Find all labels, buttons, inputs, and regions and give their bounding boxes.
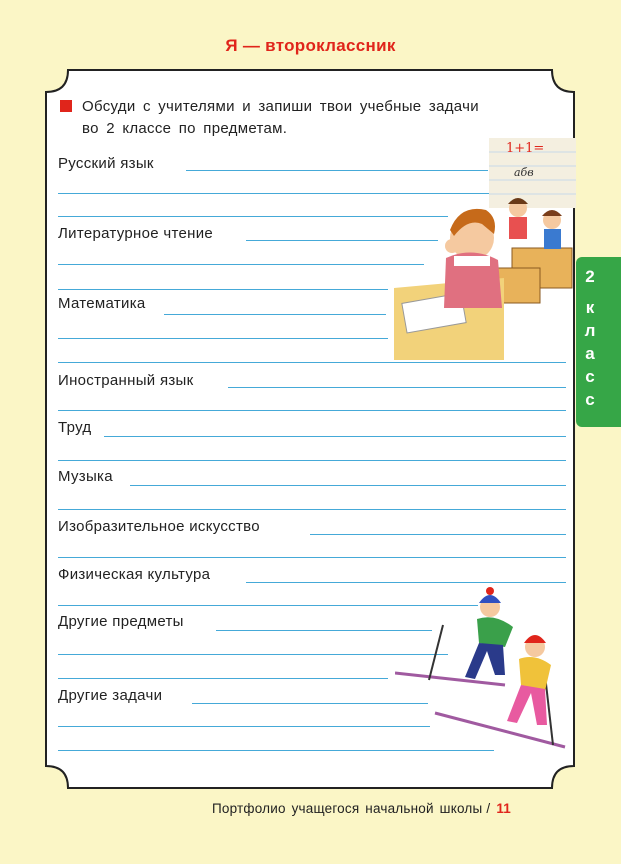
- footer-separator: /: [486, 801, 491, 816]
- subject-literary-reading: Литературное чтение: [58, 225, 214, 242]
- write-line[interactable]: [104, 436, 566, 437]
- write-line[interactable]: [58, 362, 566, 363]
- subject-fine-arts: Изобразительное искусство: [58, 518, 260, 535]
- blackboard-math: 1+1=: [506, 141, 545, 156]
- grade-tab: [576, 257, 621, 427]
- write-line[interactable]: [310, 534, 566, 535]
- subject-other-tasks: Другие задачи: [58, 687, 163, 704]
- subject-music: Музыка: [58, 468, 113, 485]
- write-line[interactable]: [192, 703, 428, 704]
- subject-mathematics: Математика: [58, 295, 146, 312]
- grade-tab-char: с: [585, 367, 595, 386]
- write-line[interactable]: [164, 314, 386, 315]
- write-line[interactable]: [58, 509, 566, 510]
- write-line[interactable]: [58, 264, 424, 265]
- skiers-illustration: [395, 585, 575, 755]
- write-line[interactable]: [58, 678, 388, 679]
- write-line[interactable]: [58, 410, 566, 411]
- write-line[interactable]: [58, 726, 430, 727]
- red-square-bullet: [60, 100, 72, 112]
- subject-russian: Русский язык: [58, 155, 154, 172]
- write-line[interactable]: [58, 289, 388, 290]
- instructions-line-1: Обсуди с учителями и запиши твои учебные задачи: [82, 98, 479, 115]
- write-line[interactable]: [228, 387, 566, 388]
- subject-physical-education: Физическая культура: [58, 566, 211, 583]
- page-number: 11: [496, 801, 511, 816]
- page-footer: [212, 801, 511, 816]
- write-line[interactable]: [58, 557, 566, 558]
- grade-tab-char: л: [584, 321, 596, 340]
- classroom-illustration: [394, 138, 576, 360]
- subject-other-subjects: Другие предметы: [58, 613, 184, 630]
- blackboard-letters: абв: [514, 166, 534, 179]
- write-line[interactable]: [246, 582, 566, 583]
- grade-tab-char: к: [585, 298, 595, 317]
- subject-labor: Труд: [58, 419, 92, 436]
- subject-foreign-language: Иностранный язык: [58, 372, 194, 389]
- instructions-line-2: во 2 классе по предметам.: [82, 120, 288, 137]
- instructions: [60, 96, 570, 140]
- grade-tab-char: 2: [585, 267, 595, 286]
- write-line[interactable]: [58, 460, 566, 461]
- write-line[interactable]: [58, 338, 388, 339]
- write-line[interactable]: [58, 654, 448, 655]
- write-line[interactable]: [130, 485, 566, 486]
- write-line[interactable]: [58, 216, 448, 217]
- page-title: Я — второклассник: [225, 36, 396, 55]
- footer-text: Портфолио учащегося начальной школы: [212, 801, 483, 816]
- grade-tab-char: а: [585, 344, 595, 363]
- grade-tab-char: с: [585, 390, 595, 409]
